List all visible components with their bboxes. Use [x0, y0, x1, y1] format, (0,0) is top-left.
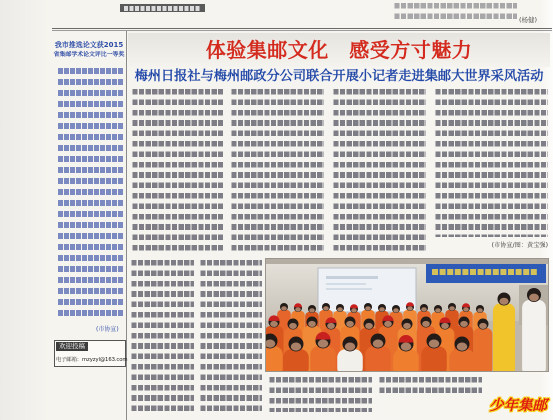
photo-banner-glyph — [531, 269, 537, 275]
photo-banner-glyph — [432, 269, 438, 275]
article-body-column-4 — [434, 89, 548, 237]
photo-banner-glyph — [493, 269, 499, 275]
photo-banner-glyph — [455, 269, 461, 275]
photo-screen-content — [326, 276, 378, 279]
top-rule-secondary — [52, 30, 552, 31]
article-body-column-1 — [131, 89, 223, 251]
photo-ceiling — [266, 259, 548, 264]
photo-banner-glyph — [478, 269, 484, 275]
article-body-column-5 — [130, 260, 194, 412]
contribution-label: 欢迎投稿 — [56, 342, 88, 351]
article-body-column-6 — [199, 260, 262, 412]
photo-banner-glyph — [516, 269, 522, 275]
top-section-byline: (杨健) — [519, 16, 538, 24]
photo-banner-glyph — [440, 269, 446, 275]
top-section-label — [120, 4, 205, 12]
photo-screen-content — [326, 283, 366, 285]
top-rule — [52, 28, 552, 29]
article-body-column-2 — [230, 89, 324, 251]
contribution-box — [54, 340, 126, 367]
article-body-column-8 — [378, 377, 482, 393]
article-photo-image — [266, 259, 548, 371]
section-logo: 少年集邮 — [489, 398, 547, 414]
article-byline: (市协宣/图：黄宝强) — [491, 242, 548, 249]
article-subheadline: 梅州日报社与梅州邮政分公司联合开展小记者走进集邮大世界采风活动 — [134, 69, 544, 84]
photo-screen-content — [326, 288, 372, 290]
photo-banner-glyph — [485, 269, 491, 275]
sidebar-byline: (市协宣) — [96, 326, 119, 333]
article-body-column-3 — [332, 89, 426, 251]
photo-banner-glyph — [500, 269, 506, 275]
sidebar-body-text — [57, 68, 123, 320]
photo-banner-glyph — [447, 269, 453, 275]
sidebar-title-line-2: 省集邮学术论文评比一等奖 — [53, 52, 125, 58]
contribution-email: 电子邮箱：mzyzyl@163.com — [56, 357, 128, 363]
photo-banner-glyph — [508, 269, 514, 275]
article-photo — [265, 258, 549, 372]
sidebar-title-line-1: 我市推选论文获2015 — [54, 41, 124, 49]
photo-banner-glyph — [462, 269, 468, 275]
top-section-text — [393, 3, 517, 24]
photo-banner-glyph — [470, 269, 476, 275]
article-body-column-7 — [268, 377, 372, 412]
article-headline: 体验集邮文化 感受方寸魅力 — [205, 38, 473, 62]
photo-banner-glyph — [523, 269, 529, 275]
